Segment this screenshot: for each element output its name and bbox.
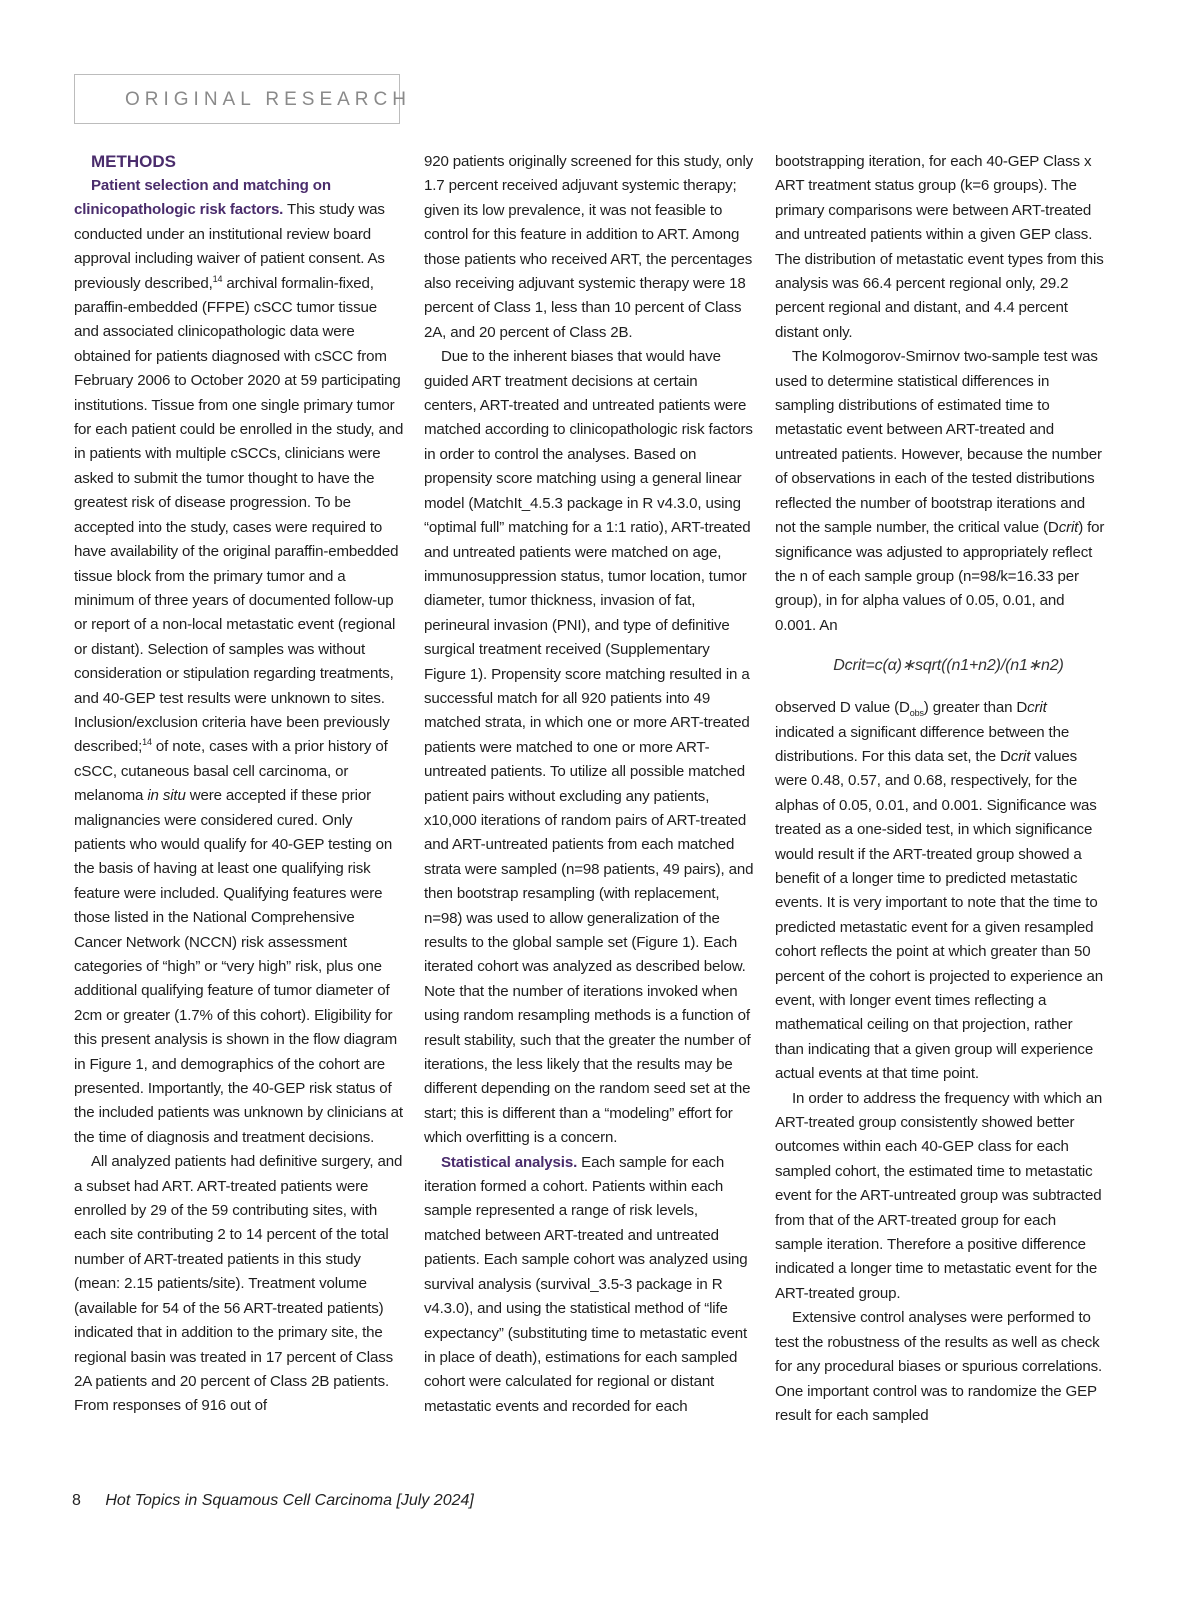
subsection-title-patient-selection: Patient selection and matching on clinicopathologic risk factors. bbox=[74, 177, 331, 219]
reference-sup: 14 bbox=[142, 737, 152, 748]
text: This study was conducted under an institutional review board approval including waiver of patient consent. As previously described, bbox=[74, 201, 385, 292]
subscript: obs bbox=[909, 708, 924, 719]
reference-sup: 14 bbox=[212, 273, 223, 284]
text: observed D value (D bbox=[775, 699, 910, 717]
text-column-2 bbox=[424, 150, 754, 1419]
italic-text: crit bbox=[1027, 699, 1047, 717]
italic-text: crit bbox=[1058, 519, 1079, 537]
journal-title: Hot Topics in Squamous Cell Carcinoma [July 2024] bbox=[105, 1492, 474, 1509]
page-number: 8 bbox=[72, 1492, 81, 1509]
text: ) for significance was adjusted to appropriately reflect the n of each sample group (n=98/k=16.33 per group), in for alpha values of 0.05, 0.01, and 0.001. An bbox=[775, 519, 1105, 634]
text: were accepted if these prior malignancies were considered cured. Only patients who would qualify for 40-GEP testing on the basis of having at least one qualifying risk feature were included. Qualifying features were those listed in the National Comprehensive Cancer Network (NCCN) risk assessment categories of “high” or “very high” risk, plus one additional qualifying feature of tumor diameter of 2cm or greater (1.7% of this cohort). Eligibility for this present analysis is shown in the flow diagram in Figure 1, and demographics of the cohort are presented. Importantly, the 40-GEP risk status of the included patients was unknown by clinicians at the time of diagnosis and treatment decisions. bbox=[74, 787, 403, 1146]
text-column-1 bbox=[74, 150, 404, 1419]
text: of note, cases with a prior history of cSCC, cutaneous basal cell carcinoma, or melanoma bbox=[74, 738, 388, 805]
section-label-box bbox=[74, 74, 411, 124]
paragraph bbox=[775, 345, 1105, 638]
subsection-title-statistical-analysis: Statistical analysis. bbox=[441, 1153, 578, 1171]
paragraph bbox=[74, 174, 404, 1150]
italic-text: in situ bbox=[147, 787, 186, 805]
paragraph: Due to the inherent biases that would have guided ART treatment decisions at certain centers, ART-treated and untreated patients were matched according to clinicopathologic risk factors in order to control the analyses. Based on propensity score matching using a general linear model (MatchIt_4.5.3 package in R v4.3.0, using “optimal full” matching for a 1:1 ratio), ART-treated and untreated patients were matched on age, immunosuppression status, tumor location, tumor diameter, tumor thickness, invasion of fat, perineural invasion (PNI), and type of definitive surgical treatment received (Supplementary Figure 1). Propensity score matching resulted in a successful match for all 920 patients into 49 matched strata, in which one or more ART-treated patients were matched to one or more ART-untreated patients. To utilize all possible matched patient pairs without excluding any patients, x10,000 iterations of random pairs of ART-treated and ART-untreated patients from each matched strata were sampled (n=98 patients, 49 pairs), and then bootstrap resampling (with replacement, n=98) was used to allow generalization of the results to the global sample set (Figure 1). Each iterated cohort was analyzed as described below. Note that the number of iterations invoked when using random resampling methods is a function of result stability, such that the greater the number of iterations, the less likely that the results may be different depending on the random seed set at the start; this is different than a “modeling” effort for which overfitting is a concern. bbox=[424, 348, 754, 1147]
paragraph: 920 patients originally screened for this study, only 1.7 percent received adjuvant systemic therapy; given its low prevalence, it was not feasible to control for this feature in addition to ART. Among those patients who received ART, the percentages also receiving adjuvant systemic therapy were 18 percent of Class 1, less than 10 percent of Class 2A, and 20 percent of Class 2B. bbox=[424, 153, 754, 341]
text: Each sample for each iteration formed a cohort. Patients within each sample represented a range of risk levels, matched between ART-treated and untreated patients. Each sample cohort was analyzed using survival analysis (survival_3.5-3 package in R v4.3.0), and using the statistical method of “life expectancy” (substituting time to metastatic event in place of death), estimations for each sampled cohort were calculated for regional or distant metastatic events and recorded for each bbox=[424, 1153, 748, 1415]
text: indicated a significant difference between the distributions. For this data set, the D bbox=[775, 723, 1070, 765]
text: ) greater than D bbox=[923, 699, 1028, 717]
page-footer bbox=[72, 1492, 474, 1510]
dcrit-formula: Dcrit=c(α)∗sqrt((n1+n2)/(n1∗n2) bbox=[833, 657, 1064, 675]
paragraph bbox=[424, 1151, 754, 1419]
text: The Kolmogorov-Smirnov two-sample test was used to determine statistical differences in sampling distributions of estimated time to metastatic event between ART-treated and untreated patients. However, because the number of observations in each of the tested distributions reflected the number of bootstrap iterations and not the sample number, the critical value (D bbox=[775, 348, 1102, 537]
paragraph: In order to address the frequency with which an ART-treated group consistently showed better outcomes within each 40-GEP class for each sampled cohort, the estimated time to metastatic event for the ART-untreated group was subtracted from that of the ART-treated group for each sample iteration. Therefore a positive difference indicated a longer time to metastatic event for the ART-treated group. bbox=[775, 1089, 1103, 1302]
text: archival formalin-fixed, paraffin-embedded (FFPE) cSCC tumor tissue and associated clinicopathologic data were obtained for patients diagnosed with cSCC from February 2006 to October 2020 at 59 participating institutions. Tissue from one single primary tumor for each patient could be enrolled in the study, and in patients with multiple cSCCs, clinicians were asked to submit the tumor thought to have the greatest risk of disease progression. To be accepted into the study, cases were required to have availability of the original paraffin-embedded tissue block from the primary tumor and a minimum of three years of documented follow-up or report of a non-local metastatic event (regional or distant). Selection of samples was without consideration or stipulation regarding treatments, and 40-GEP test results were unknown to sites. Inclusion/exclusion criteria have been previously described; bbox=[74, 274, 404, 756]
methods-heading: METHODS bbox=[91, 152, 176, 171]
paragraph bbox=[775, 696, 1105, 1087]
text: values were 0.48, 0.57, and 0.68, respectively, for the alphas of 0.05, 0.01, and 0.001. Significance was treated as a one-sided test, in which significance would result if the ART-treated group showed a benefit of a longer time to predicted metastatic events. It is very important to note that the time to predicted metastatic event for a given resampled cohort reflects the point at which greater than 50 percent of the cohort is projected to experience an event, with longer event times reflecting a mathematical ceiling on that projection, rather than indicating that a given group will experience actual events at that time point. bbox=[775, 747, 1103, 1083]
text-column-3 bbox=[775, 150, 1105, 1428]
paragraph: All analyzed patients had definitive surgery, and a subset had ART. ART-treated patients were enrolled by 29 of the 59 contributing sites, with each site contributing 2 to 14 percent of the total number of ART-treated patients in this study (mean: 2.15 patients/site). Treatment volume (available for 54 of the 56 ART-treated patients) indicated that in addition to the primary site, the regional basin was treated in 17 percent of Class 2A patients and 20 percent of Class 2B patients. From responses of 916 out of bbox=[74, 1153, 403, 1415]
paragraph: Extensive control analyses were performed to test the robustness of the results as well as check for any procedural biases or spurious correlations. One important control was to randomize the GEP result for each sampled bbox=[775, 1309, 1103, 1424]
paragraph: bootstrapping iteration, for each 40-GEP Class x ART treatment status group (k=6 groups). The primary comparisons were between ART-treated and untreated patients within a given GEP class. The distribution of metastatic event types from this analysis was 66.4 percent regional only, 29.2 percent regional and distant, and 4.4 percent distant only. bbox=[775, 153, 1104, 341]
italic-text: crit bbox=[1010, 747, 1031, 765]
section-label: ORIGINAL RESEARCH bbox=[125, 89, 411, 110]
